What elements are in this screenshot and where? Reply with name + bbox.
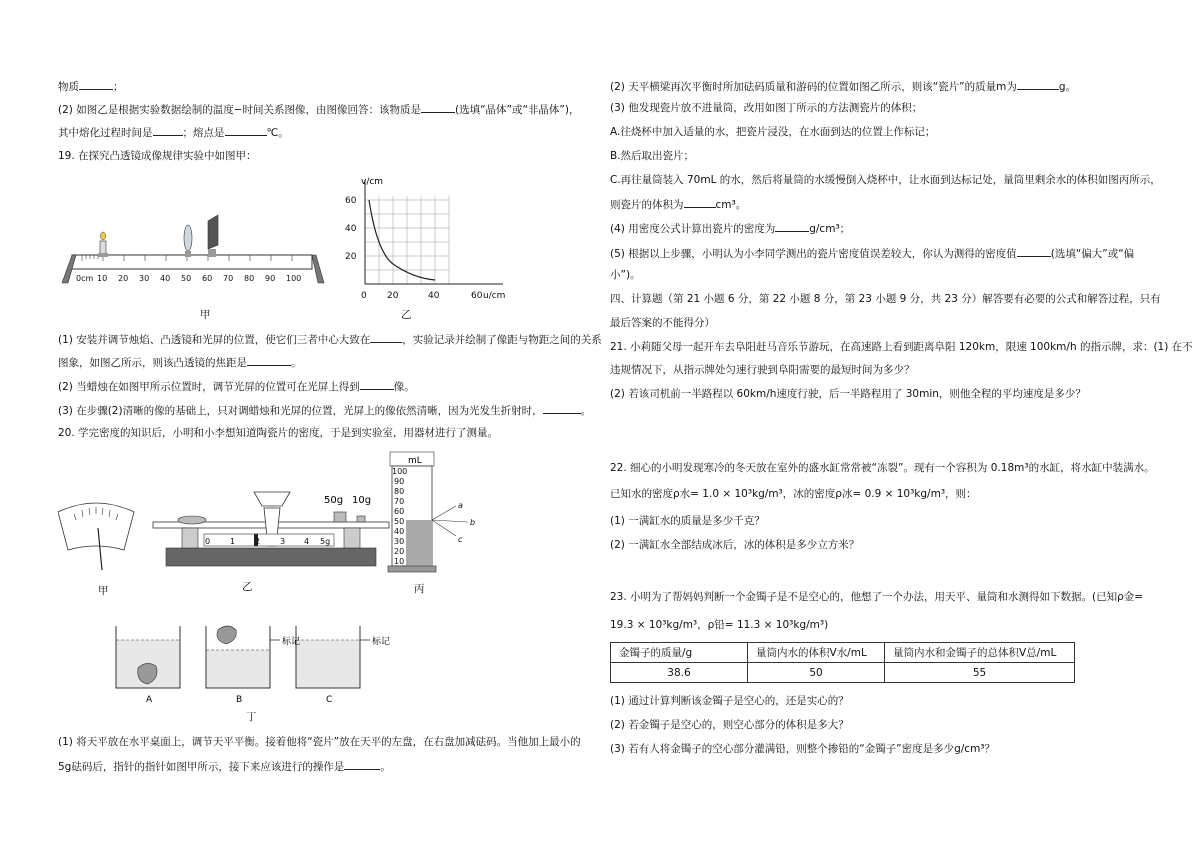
graph-xtick: 60 [471,291,483,301]
graph-ylabel: v/cm [361,177,384,187]
q20-1-line2: 5g砝码后，指针的指针如图甲所示，接下来应该进行的操作是 。 [58,758,391,774]
cylinder-unit: mL [408,456,422,466]
q19-3: (3) 在步骤(2)清晰的像的基础上，只对调蜡烛和光屏的位置，光屏上的像依然清晰，因为光发生折射时， 。 [58,402,591,418]
q19-title: 19. 在探究凸透镜成像规律实验中如图甲： [58,150,257,162]
bench-tick-label: 80 [244,274,255,283]
beaker-figure [108,618,458,718]
convex-lens-icon [184,225,192,257]
q20-5-line2: 小”)。 [610,269,641,281]
scale-label: 0 [205,537,211,546]
answer-blank[interactable] [247,354,291,366]
fig3-caption: 丁 [246,711,257,723]
q18-1-tail: 物质 ； [58,78,124,94]
answer-blank[interactable] [1017,78,1059,90]
v-u-graph [333,172,533,312]
graph-ytick: 40 [345,224,357,234]
beaker-c-icon [296,626,370,688]
fig-jia-caption: 甲 [200,309,211,321]
answer-blank[interactable] [225,124,267,136]
table-header-cell: 量筒内水的体积V水/mL [748,643,885,663]
graph-ytick: 20 [345,252,357,262]
graph-grid [365,196,449,284]
q23-2: (2) 若金镯子是空心的，则空心部分的体积是多大？ [610,719,849,731]
q23-line2: 19.3 × 10³kg/m³，ρ铅= 11.3 × 10³kg/m³) [610,619,829,631]
graph-xtick: 20 [387,291,399,301]
beaker-b-icon [206,626,280,688]
graph-xtick: 0 [361,291,367,301]
graph-ytick: 60 [345,196,357,206]
bench-tick-label: 20 [118,274,129,283]
answer-blank[interactable] [421,101,455,113]
bench-tick-label: 100 [286,274,302,283]
bench-tick-label: 40 [160,274,171,283]
cylinder-tick: 60 [394,507,405,516]
cylinder-view-a: a [458,501,463,510]
q23-3: (3) 若有人将金镯子的空心部分灌满铅，则整个掺铅的“金镯子”密度是多少g/cm³？ [610,743,996,755]
q20-1-line1: (1) 将天平放在水平桌面上，调节天平平衡。接着他将“瓷片”放在天平的左盘，在右盘加减砝码。当他加上最小的 [58,736,581,748]
q23-data-table [610,642,1075,683]
q20-5-line1: (5) 根据以上步骤，小明认为小李同学测出的瓷片密度值误差较大，你认为测得的密度值 (选填“偏大”或“偏 [610,245,1134,261]
bench-tick-label: 30 [139,274,150,283]
q20-3-step-b: B.然后取出瓷片； [610,150,695,162]
q22-1: (1) 一满缸水的质量是多少千克？ [610,515,765,527]
beaker-label-b: B [236,695,243,705]
q21-line2: 违规情况下，从指示牌处匀速行驶到阜阳需要的最短时间为多少？ [610,364,915,376]
beaker-label-c: C [326,695,333,705]
q20-title: 20. 学完密度的知识后，小明和小李想知道陶瓷片的密度，于是到实验室，用器材进行了测量。 [58,427,499,439]
cylinder-tick: 70 [394,497,405,506]
q19-1-line1: (1) 安装并调节烛焰、凸透镜和光屏的位置，使它们三者中心大致在 ，实验记录并绘制了像距与物距之间的关系 [58,331,602,347]
cylinder-tick: 100 [392,467,408,476]
graph-xlabel: u/cm [483,291,506,301]
table-header-cell: 金镯子的质量/g [611,643,748,663]
scale-label: 1 [230,537,236,546]
answer-blank[interactable] [153,124,183,136]
beaker-label-a: A [146,695,153,705]
light-screen-icon [208,215,218,257]
cylinder-view-b: b [470,518,476,527]
table-cell: 50 [748,663,885,683]
cylinder-tick: 20 [394,547,405,556]
scale-label: 2 [255,537,261,546]
graph-xtick: 40 [428,291,440,301]
mark-label: 标记 [372,637,391,647]
candle-icon [98,232,108,257]
q18-2-line2: 其中熔化过程时间是 ；熔点是 ℃。 [58,124,289,140]
answer-blank[interactable] [1017,245,1051,257]
scale-label: 3 [280,537,286,546]
q20-3: (3) 他发现瓷片放不进量筒，改用如图丁所示的方法测瓷片的体积； [610,102,923,114]
table-cell: 38.6 [611,663,748,683]
cylinder-tick: 50 [394,517,405,526]
cylinder-tick: 80 [394,487,405,496]
answer-blank[interactable] [344,758,380,770]
q20-3-step-c1: C.再往量筒装入 70mL 的水，然后将量筒的水缓慢倒入烧杯中，让水面到达标记处，量筒里剩余水的体积如图丙所示， [610,174,1161,186]
q23-line1: 23. 小明为了帮妈妈判断一个金镯子是不是空心的，他想了一个办法，用天平、量筒和水测得如下数据。(已知ρ金= [610,591,1144,603]
section-4-heading-cont: 最后答案的不能得分） [610,317,715,329]
balance-figure [58,450,478,600]
answer-blank[interactable] [684,196,716,208]
scale-label: 5g [320,537,331,546]
mark-label: 标记 [282,637,301,647]
q20-3-step-a: A.往烧杯中加入适量的水，把瓷片浸没，在水面到达的位置上作标记； [610,126,936,138]
answer-blank[interactable] [775,220,809,232]
weight-50g-icon [334,512,346,522]
q20-4: (4) 用密度公式计算出瓷片的密度为 g/cm³； [610,220,850,236]
answer-blank[interactable] [79,78,113,90]
table-row [611,663,1075,683]
table-header-cell: 量筒内水和金镯子的总体积V总/mL [885,643,1075,663]
bench-tick-label: 10 [97,274,108,283]
bench-tick-label: 0cm [76,274,94,283]
q18-2-line1: (2) 如图乙是根据实验数据绘制的温度−时间关系图像，由图像回答：该物质是 (选填“晶体”或“非晶体”)， [58,101,579,117]
scale-label: 4 [304,537,310,546]
q20-3-step-c2: 则瓷片的体积为 cm³。 [610,196,746,212]
bench-rail [72,255,312,269]
bench-leg-right [312,255,324,283]
bench-tick-label: 70 [223,274,234,283]
q19-1-line2: 图象，如图乙所示，则该凸透镜的焦距是 。 [58,354,302,370]
cylinder-tick: 10 [394,557,405,566]
q23-1: (1) 通过计算判断该金镯子是空心的，还是实心的？ [610,695,849,707]
pointer-dial-icon [58,503,134,570]
cylinder-tick: 30 [394,537,405,546]
q19-2: (2) 当蜡烛在如图甲所示位置时，调节光屏的位置可在光屏上得到 像。 [58,378,415,394]
cylinder-tick: 90 [394,477,405,486]
bench-tick-label: 90 [265,274,276,283]
cylinder-view-c: c [458,535,463,544]
fig-yi-caption: 乙 [401,309,412,321]
bench-tick-label: 50 [181,274,192,283]
q22-line2: 已知水的密度ρ水= 1.0 × 10³kg/m³，冰的密度ρ冰= 0.9 × 10³kg/m³，则： [610,488,977,500]
weight-50g-label: 50g [324,495,344,506]
q22-2: (2) 一满缸水全部结成冰后，冰的体积是多少立方米？ [610,539,860,551]
answer-blank[interactable] [360,378,394,390]
q22-line1: 22. 细心的小明发现寒冷的冬天放在室外的盛水缸常常被“冻裂”。现有一个容积为 0.18m³的水缸，将水缸中装满水。 [610,462,1155,474]
table-cell: 55 [885,663,1075,683]
beaker-a-icon [116,626,180,688]
q21-2: (2) 若该司机前一半路程以 60km/h速度行驶，后一半路程用了 30min，则他全程的平均速度是多少？ [610,388,1086,400]
weight-10g-label: 10g [352,495,372,506]
answer-blank[interactable] [543,402,581,414]
fig2-caption-yi: 乙 [242,581,253,593]
balance-scale [204,534,334,546]
section-4-heading: 四、计算题（第 21 小题 6 分，第 22 小题 8 分，第 23 小题 9 分，共 23 分）解答要有必要的公式和解答过程，只有 [610,293,1161,305]
q20-2: (2) 天平横梁再次平衡时所加砝码质量和游码的位置如图乙所示，则该“瓷片”的质量m为 g。 [610,78,1076,94]
optical-bench-figure [58,205,328,315]
table-header-row [611,643,1075,663]
answer-blank[interactable] [370,331,402,343]
q21-line1: 21. 小莉随父母一起开车去阜阳赶马音乐节游玩，在高速路上看到距离阜阳 120km，限速 100km/h 的指示牌，求：(1) 在不 [610,341,1193,353]
cylinder-tick: 40 [394,527,405,536]
fig2-caption-bing: 丙 [414,583,425,595]
weight-10g-icon [357,516,365,522]
fig2-caption-jia: 甲 [98,585,109,597]
bench-tick-label: 60 [202,274,213,283]
